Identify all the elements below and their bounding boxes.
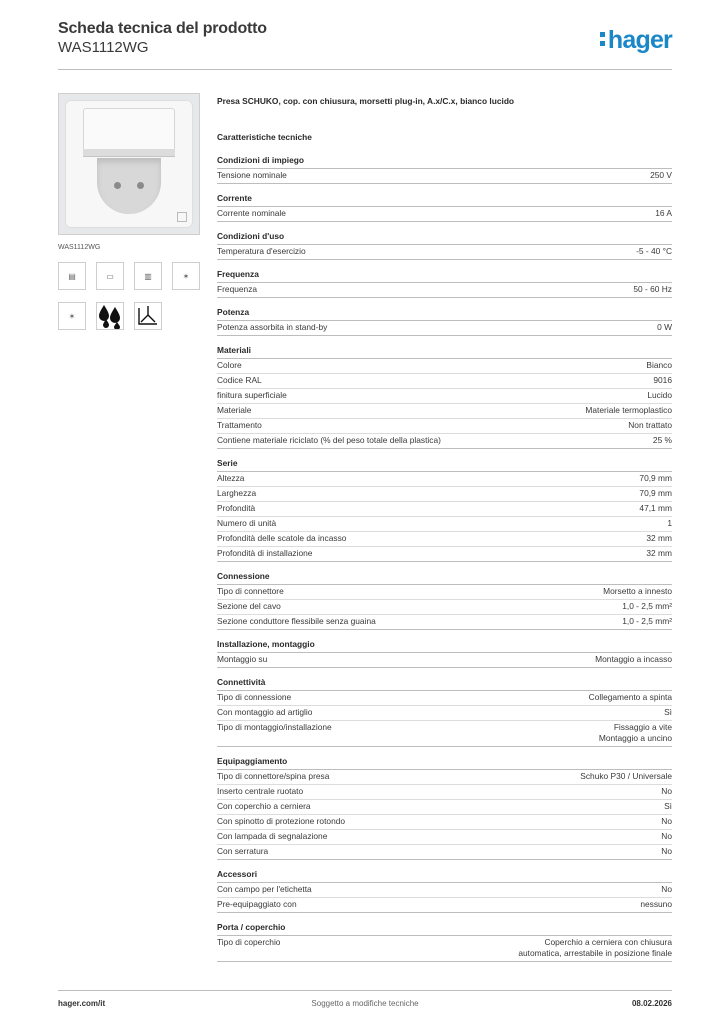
spec-row <box>217 472 672 487</box>
spec-row <box>217 404 672 419</box>
spec-value: 1 <box>667 518 672 528</box>
spec-row <box>217 845 672 860</box>
spec-value: Bianco <box>646 360 672 370</box>
spec-value: Morsetto a innesto <box>603 586 672 596</box>
spec-value: 50 - 60 Hz <box>633 284 672 294</box>
spec-value: No <box>661 831 672 841</box>
spec-group-title: Serie <box>217 458 672 472</box>
spec-key: Con lampada di segnalazione <box>217 831 328 841</box>
socket-pin <box>137 182 144 189</box>
logo-text: hager <box>607 26 672 54</box>
page-title: Scheda tecnica del prodotto <box>58 20 267 37</box>
installation-symbol-icon <box>134 302 162 330</box>
spec-row <box>217 883 672 898</box>
spec-row <box>217 532 672 547</box>
spec-key: Temperatura d'esercizio <box>217 246 306 256</box>
spec-row <box>217 434 672 449</box>
socket-hinge <box>83 149 175 157</box>
spec-row <box>217 389 672 404</box>
page-header <box>58 20 672 70</box>
footer-website-link[interactable]: hager.com/it <box>58 999 106 1008</box>
spec-key: Trattamento <box>217 420 262 430</box>
footer-note: Soggetto a modifiche tecniche <box>311 999 419 1008</box>
product-image <box>58 93 200 235</box>
product-description: Presa SCHUKO, cop. con chiusura, morsetti plug-in, A.x/C.x, bianco lucido <box>217 96 515 106</box>
spec-key: Colore <box>217 360 242 370</box>
spec-group <box>217 155 672 184</box>
spec-key: Tensione nominale <box>217 170 287 180</box>
spec-value: No <box>661 786 672 796</box>
spec-key: Larghezza <box>217 488 257 498</box>
asterisk-icon: ✶ <box>58 302 86 330</box>
spec-group <box>217 571 672 630</box>
footer-date: 08.02.2026 <box>631 999 672 1008</box>
asterisk-icon: ✶ <box>172 262 200 290</box>
spec-row <box>217 283 672 298</box>
spec-group-title: Accessori <box>217 869 672 883</box>
socket-lid <box>83 108 175 150</box>
logo-dots-icon <box>600 30 607 48</box>
spec-value: Sì <box>664 707 672 717</box>
spec-key: Frequenza <box>217 284 258 294</box>
spec-group <box>217 458 672 562</box>
spec-row <box>217 898 672 913</box>
spec-group <box>217 231 672 260</box>
spec-value: Sì <box>664 801 672 811</box>
spec-key: Tipo di montaggio/installazione <box>217 722 332 732</box>
spec-value: Non trattato <box>628 420 672 430</box>
spec-key: Con spinotto di protezione rotondo <box>217 816 346 826</box>
spec-key: Tipo di coperchio <box>217 937 281 947</box>
spec-row <box>217 321 672 336</box>
spec-row <box>217 600 672 615</box>
spec-key: Tipo di connettore/spina presa <box>217 771 330 781</box>
spec-group <box>217 639 672 668</box>
spec-key: Profondità di installazione <box>217 548 313 558</box>
spec-group <box>217 677 672 747</box>
spec-value: nessuno <box>640 899 672 909</box>
spec-group <box>217 922 672 962</box>
spec-group-title: Frequenza <box>217 269 672 283</box>
spec-row <box>217 169 672 184</box>
page-footer <box>58 990 672 1010</box>
spec-value: Lucido <box>647 390 672 400</box>
spec-row <box>217 374 672 389</box>
socket-pin <box>114 182 121 189</box>
spec-row <box>217 419 672 434</box>
spec-value: No <box>661 884 672 894</box>
spec-key: Montaggio su <box>217 654 268 664</box>
spec-value: 32 mm <box>646 533 672 543</box>
spec-group-title: Connettività <box>217 677 672 691</box>
spec-row <box>217 653 672 668</box>
spec-key: Contiene materiale riciclato (% del peso totale della plastica) <box>217 435 441 445</box>
spec-key: Profondità delle scatole da incasso <box>217 533 347 543</box>
spec-key: Tipo di connessione <box>217 692 292 702</box>
spec-row <box>217 785 672 800</box>
spec-value: Coperchio a cerniera con chiusura automatica, arrestabile in posizione finale <box>518 937 672 958</box>
spec-group <box>217 193 672 222</box>
spec-group <box>217 307 672 336</box>
spec-key: Materiale <box>217 405 252 415</box>
spec-value: 47,1 mm <box>639 503 672 513</box>
spec-group-title: Potenza <box>217 307 672 321</box>
spec-row <box>217 830 672 845</box>
spec-key: Con serratura <box>217 846 269 856</box>
spec-key: Sezione del cavo <box>217 601 281 611</box>
spec-key: Con campo per l'etichetta <box>217 884 312 894</box>
spec-key: Inserto centrale ruotato <box>217 786 304 796</box>
spec-key: Codice RAL <box>217 375 262 385</box>
water-drops-icon <box>96 302 124 330</box>
spec-group-title: Corrente <box>217 193 672 207</box>
spec-row <box>217 770 672 785</box>
spec-row <box>217 502 672 517</box>
spec-value: No <box>661 816 672 826</box>
spec-group <box>217 269 672 298</box>
spec-row <box>217 245 672 260</box>
spec-key: Potenza assorbita in stand-by <box>217 322 328 332</box>
spec-row <box>217 615 672 630</box>
spec-content <box>217 96 672 971</box>
section-title: Caratteristiche tecniche <box>217 132 312 142</box>
spec-value: Collegamento a spinta <box>588 692 672 702</box>
spec-value: Schuko P30 / Universale <box>580 771 672 781</box>
spec-group-title: Installazione, montaggio <box>217 639 672 653</box>
spec-value: 9016 <box>653 375 672 385</box>
spec-row <box>217 706 672 721</box>
spec-row <box>217 517 672 532</box>
spec-key: finitura superficiale <box>217 390 287 400</box>
spec-group-title: Porta / coperchio <box>217 922 672 936</box>
spec-value: Materiale termoplastico <box>585 405 672 415</box>
spec-row <box>217 936 672 962</box>
spec-value: 1,0 - 2,5 mm² <box>622 601 672 611</box>
spec-value: 250 V <box>650 170 672 180</box>
spec-key: Con coperchio a cerniera <box>217 801 311 811</box>
spec-value: Fissaggio a vite Montaggio a uncino <box>598 722 672 743</box>
spec-row <box>217 815 672 830</box>
spec-group-title: Condizioni di impiego <box>217 155 672 169</box>
spec-value: 25 % <box>652 435 672 445</box>
spec-key: Corrente nominale <box>217 208 286 218</box>
spec-key: Altezza <box>217 473 245 483</box>
spec-row <box>217 547 672 562</box>
label-icon: ▭ <box>96 262 124 290</box>
spec-group-title: Connessione <box>217 571 672 585</box>
socket-plate <box>65 100 193 228</box>
spec-key: Tipo di connettore <box>217 586 284 596</box>
product-code: WAS1112WG <box>58 39 149 56</box>
spec-group <box>217 756 672 860</box>
spec-row <box>217 800 672 815</box>
spec-row <box>217 359 672 374</box>
spec-row <box>217 487 672 502</box>
spec-value: -5 - 40 °C <box>636 246 672 256</box>
spec-key: Profondità <box>217 503 256 513</box>
spec-value: 32 mm <box>646 548 672 558</box>
spec-key: Numero di unità <box>217 518 277 528</box>
spec-value: Montaggio a incasso <box>595 654 672 664</box>
spec-group <box>217 869 672 913</box>
spec-value: 0 W <box>657 322 672 332</box>
spec-groups <box>217 155 672 962</box>
spec-row <box>217 691 672 706</box>
spec-key: Con montaggio ad artiglio <box>217 707 313 717</box>
spec-value: No <box>661 846 672 856</box>
spec-value: 1,0 - 2,5 mm² <box>622 616 672 626</box>
spec-key: Pre-equipaggiato con <box>217 899 297 909</box>
label-icon: ▥ <box>134 262 162 290</box>
spec-group-title: Condizioni d'uso <box>217 231 672 245</box>
spec-row <box>217 585 672 600</box>
label-icon: ▤ <box>58 262 86 290</box>
image-caption: WAS1112WG <box>58 244 101 251</box>
spec-key: Sezione conduttore flessibile senza guaina <box>217 616 376 626</box>
spec-group <box>217 345 672 449</box>
spec-row <box>217 207 672 222</box>
spec-group-title: Equipaggiamento <box>217 756 672 770</box>
spec-value: 70,9 mm <box>639 473 672 483</box>
hager-logo <box>600 26 672 55</box>
spec-value: 16 A <box>655 208 672 218</box>
label-field <box>177 212 187 222</box>
socket-outlet <box>97 158 161 214</box>
spec-row <box>217 721 672 747</box>
spec-group-title: Materiali <box>217 345 672 359</box>
spec-value: 70,9 mm <box>639 488 672 498</box>
